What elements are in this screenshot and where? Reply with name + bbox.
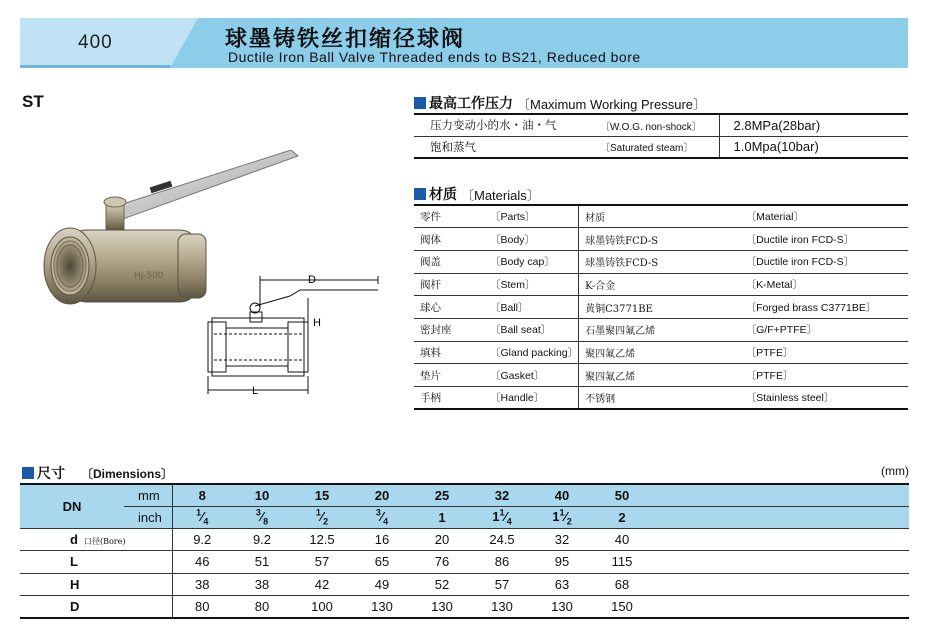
dimension-value: 49 [352,573,412,596]
inch-cell [412,506,472,528]
material-cell-mat-cn: 材质 [579,205,742,228]
material-cell-mat-en: 〔Stainless steel〕 [742,387,908,410]
material-cell-part-en: 〔Ball seat〕 [486,318,579,341]
dimension-value: 80 [232,596,292,619]
material-cell-part-en: 〔Gasket〕 [486,364,579,387]
dimension-value: 76 [412,551,472,574]
material-cell-part-cn: 填料 [414,341,486,364]
inch-cell [292,506,352,528]
material-cell-part-en: 〔Gland packing〕 [486,341,579,364]
filler-cell [652,551,909,574]
dimension-value: 32 [532,528,592,551]
material-row [414,341,908,364]
series-number: 400 [78,32,113,53]
dimension-row [20,528,909,551]
mm-cell: 40 [532,484,592,506]
dn-label: DN [20,484,124,528]
mm-cell: 25 [412,484,472,506]
material-row [414,228,908,251]
dimension-value: 38 [232,573,292,596]
filler-cell [652,573,909,596]
dimension-value: 46 [172,551,232,574]
label-l: L [252,385,259,397]
pressure-heading: 最高工作压力 〔Maximum Working Pressure〕 [414,93,706,113]
unit-label: (mm) [881,464,909,478]
dimension-value: 150 [592,596,652,619]
dimension-value: 24.5 [472,528,532,551]
inch-cell [592,506,652,528]
mm-cell: 50 [592,484,652,506]
material-cell-mat-en: 〔Ductile iron FCD-S〕 [742,228,908,251]
material-cell-mat-cn: K-合金 [579,273,742,296]
material-row [414,364,908,387]
material-cell-mat-cn: 球墨铸铁FCD-S [579,228,742,251]
model-code: ST [22,92,44,111]
material-row [414,318,908,341]
dimension-value: 57 [292,551,352,574]
dimension-value: 16 [352,528,412,551]
dimension-value: 65 [352,551,412,574]
dimension-value: 86 [472,551,532,574]
dimension-row [20,573,909,596]
dimension-value: 95 [532,551,592,574]
dimension-row-label: D [20,596,172,619]
mm-cell: 15 [292,484,352,506]
dimension-value: 130 [352,596,412,619]
section-marker-icon [414,188,426,200]
material-cell-mat-en: 〔G/F+PTFE〕 [742,318,908,341]
material-cell-mat-cn: 石墨聚四氟乙烯 [579,318,742,341]
dimension-value: 38 [172,573,232,596]
filler-cell [652,528,909,551]
table-row: 压力变动小的水・油・气 〔W.O.G. non-shock〕 2.8MPa(28bar) [414,114,908,136]
mm-cell: 32 [472,484,532,506]
mm-cell: 20 [352,484,412,506]
material-cell-mat-en: 〔PTFE〕 [742,364,908,387]
pressure-table [414,113,908,159]
material-row [414,205,908,228]
header-banner [20,18,908,68]
svg-text:HJ-500: HJ-500 [134,271,164,281]
dimension-value: 130 [412,596,472,619]
inch-row [20,506,909,528]
material-row [414,250,908,273]
material-cell-part-cn: 球心 [414,296,486,319]
material-cell-mat-cn: 聚四氟乙烯 [579,364,742,387]
dimension-value: 9.2 [232,528,292,551]
label-h: H [313,317,321,329]
section-marker-icon [22,467,34,479]
dimension-row-label: L [20,551,172,574]
dimensions-heading: 尺寸 〔Dimensions〕 [22,463,173,483]
material-cell-mat-en: 〔PTFE〕 [742,341,908,364]
dimension-value: 63 [532,573,592,596]
inch-cell [532,506,592,528]
mm-row [20,484,909,506]
filler-cell [652,484,909,506]
dimension-value: 20 [412,528,472,551]
materials-heading: 材质 〔Materials〕 [414,184,540,204]
material-cell-part-cn: 垫片 [414,364,486,387]
material-cell-mat-en: 〔Forged brass C3771BE〕 [742,296,908,319]
mm-label: mm [124,484,172,506]
label-d: D [308,274,316,286]
material-cell-part-cn: 零件 [420,211,441,224]
material-cell-part-en: 〔Body〕 [486,228,579,251]
dimension-value: 42 [292,573,352,596]
inch-cell [172,506,232,528]
mm-cell: 10 [232,484,292,506]
dimension-value: 130 [532,596,592,619]
filler-cell [652,596,909,619]
material-cell-part-en: 〔Parts〕 [490,211,536,224]
dimension-value: 80 [172,596,232,619]
material-cell-mat-cn: 球墨铸铁FCD-S [579,250,742,273]
dimension-drawing [200,268,390,400]
material-row [414,273,908,296]
material-cell-part-en: 〔Ball〕 [486,296,579,319]
dimension-row-label: H [20,573,172,596]
material-cell-part-en: 〔Body cap〕 [486,250,579,273]
inch-fraction: $^1⁄_4$ [196,507,209,527]
material-cell-part-cn: 阀体 [414,228,486,251]
inch-fraction: $1^1⁄_2$ [552,507,572,527]
material-cell-mat-cn: 黄铜C3771BE [579,296,742,319]
material-cell-part-cn: 阀杆 [414,273,486,296]
dimension-value: 100 [292,596,352,619]
material-cell-part-en: 〔Handle〕 [486,387,579,410]
dimension-value: 51 [232,551,292,574]
material-cell-mat-cn: 不锈钢 [579,387,742,410]
material-row [414,296,908,319]
product-title-en: Ductile Iron Ball Valve Threaded ends to BS21, Reduced bore [228,49,641,65]
material-row [414,387,908,410]
dimension-value: 68 [592,573,652,596]
inch-fraction: $^3⁄_8$ [255,507,269,527]
material-cell-mat-en: 〔Ductile iron FCD-S〕 [742,250,908,273]
dimension-value: 115 [592,551,652,574]
inch-cell [352,506,412,528]
inch-fraction: $^3⁄_4$ [375,507,389,527]
inch-fraction: $1^1⁄_4$ [492,507,512,527]
inch-cell [472,506,532,528]
dimension-row [20,551,909,574]
inch-fraction: 2 [618,509,626,525]
material-cell-part-en: 〔Stem〕 [486,273,579,296]
materials-table [414,204,908,410]
table-row: 饱和蒸气 〔Saturated steam〕 1.0Mpa(10bar) [414,136,908,158]
material-cell-mat-en: 〔K-Metal〕 [742,273,908,296]
dimension-value: 52 [412,573,472,596]
section-marker-icon [414,97,426,109]
inch-fraction: 1 [438,509,446,525]
dimension-value: 9.2 [172,528,232,551]
dimensions-table [20,483,909,619]
material-cell-mat-en: 〔Material〕 [745,211,804,224]
mm-cell: 8 [172,484,232,506]
inch-cell [232,506,292,528]
inch-label: inch [124,506,172,528]
dimension-row-label: d 口径(Bore) [20,528,172,551]
inch-fraction: $^1⁄_2$ [315,507,329,527]
dimension-row [20,596,909,619]
material-cell-part-cn: 阀盖 [414,250,486,273]
material-cell-part-cn: 手柄 [414,387,486,410]
dimension-value: 40 [592,528,652,551]
banner-slant [170,18,230,68]
material-cell-mat-cn: 聚四氟乙烯 [579,341,742,364]
material-cell-part-cn: 密封座 [414,318,486,341]
dimension-value: 130 [472,596,532,619]
dimension-value: 57 [472,573,532,596]
product-title-cn: 球墨铸铁丝扣缩径球阀 [225,26,466,51]
dimension-value: 12.5 [292,528,352,551]
filler-cell [652,506,909,528]
